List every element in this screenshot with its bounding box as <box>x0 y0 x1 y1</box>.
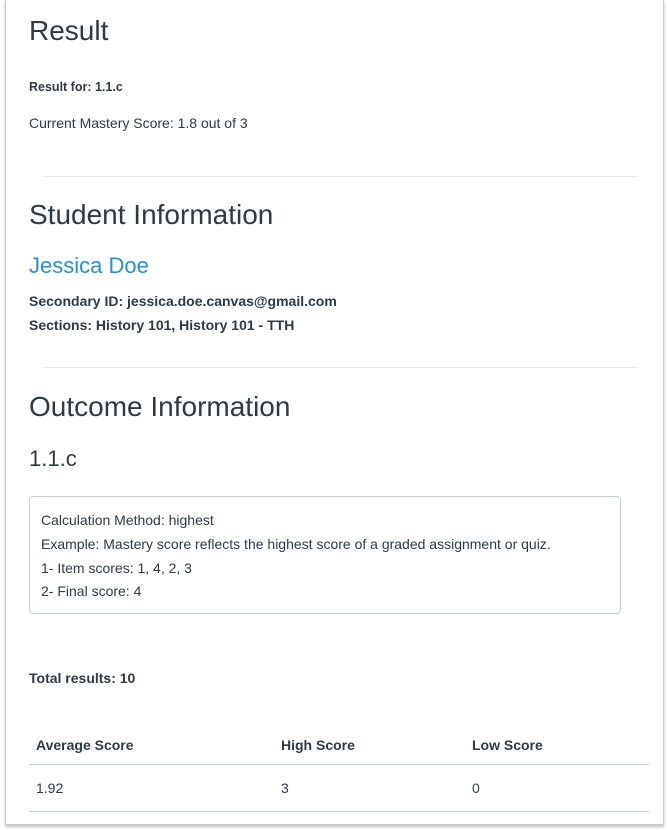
secondary-id: Secondary ID: jessica.doe.canvas@gmail.com <box>29 293 337 309</box>
result-card <box>5 0 664 825</box>
student-heading: Student Information <box>29 199 274 230</box>
header-high: High Score <box>281 737 355 753</box>
calc-final-score: 2- Final score: 4 <box>41 583 142 599</box>
calc-item-scores: 1- Item scores: 1, 4, 2, 3 <box>41 560 192 576</box>
student-name-link[interactable]: Jessica Doe <box>29 253 149 278</box>
table-divider <box>29 811 649 812</box>
result-heading: Result <box>29 15 109 46</box>
outcome-heading: Outcome Information <box>29 391 291 422</box>
sections: Sections: History 101, History 101 - TTH <box>29 317 295 333</box>
calc-method: Calculation Method: highest <box>41 512 214 528</box>
outcome-name: 1.1.c <box>29 446 77 471</box>
table-divider <box>29 764 649 765</box>
result-for: Result for: 1.1.c <box>29 80 123 94</box>
header-average: Average Score <box>36 737 134 753</box>
header-low: Low Score <box>472 737 543 753</box>
average-score: 1.92 <box>36 780 64 796</box>
total-results: Total results: 10 <box>29 670 136 686</box>
calc-example: Example: Mastery score reflects the highest score of a graded assignment or quiz. <box>41 536 551 552</box>
mastery-score: Current Mastery Score: 1.8 out of 3 <box>29 115 248 131</box>
low-score: 0 <box>472 780 480 796</box>
divider <box>44 176 638 177</box>
divider <box>44 367 638 368</box>
calculation-box <box>29 496 621 614</box>
high-score: 3 <box>281 780 289 796</box>
